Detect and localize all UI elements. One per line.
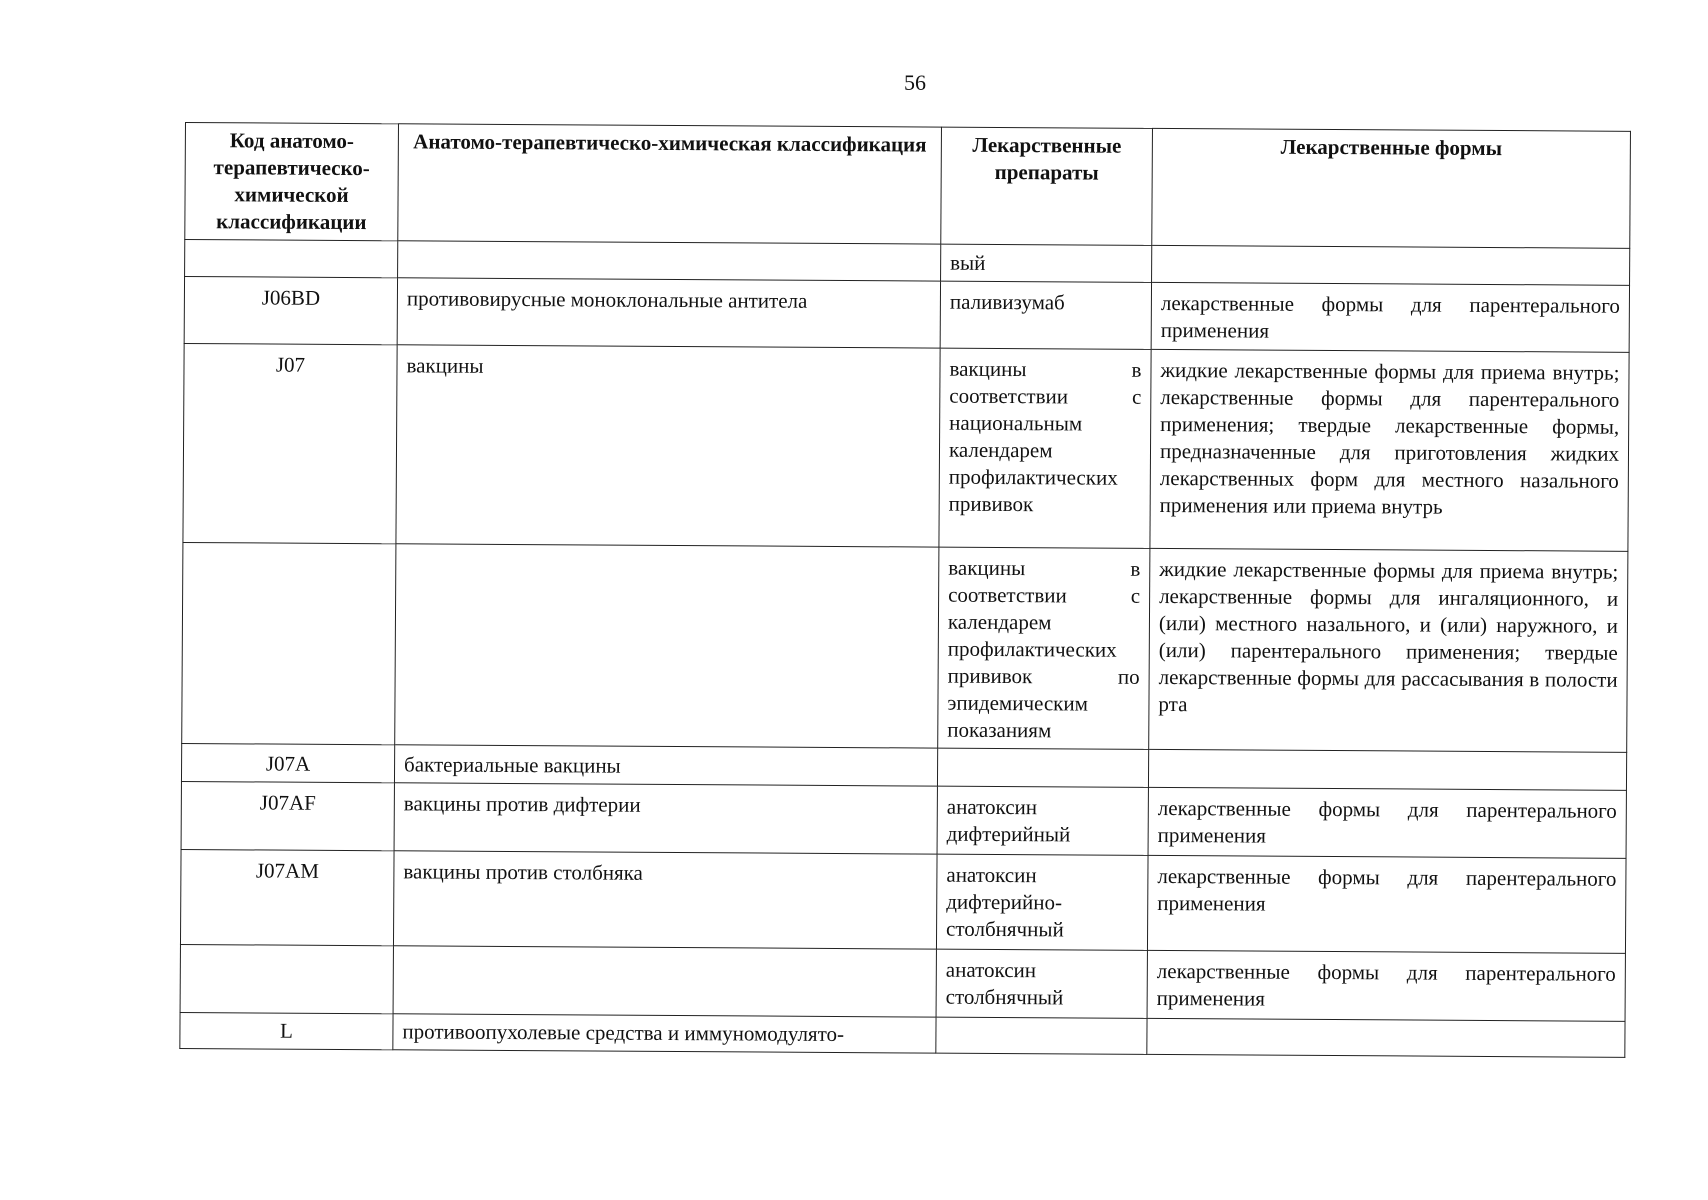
cell-drug: анатоксин дифтерийный [937,786,1148,855]
cell-classification: вакцины против дифтерии [394,783,937,854]
cell-forms [1147,1018,1625,1057]
cell-code [182,542,396,744]
cell-drug: вакцины в соответствии с календарем профилактических прививок по эпидемическим показаниям [938,547,1150,749]
cell-forms: лекарственные формы для парентерального применения [1148,787,1626,858]
cell-drug: паливизумаб [940,281,1151,349]
table-row [180,849,1626,953]
cell-drug: анатоксин столбнячный [936,949,1147,1018]
cell-classification: противовирусные моноклональные антитела [397,278,940,348]
cell-code: J07AM [180,849,394,945]
header-atc-code: Код анатомо-терапевтическо-химической классификации [185,123,399,241]
cell-forms [1152,245,1630,285]
cell-code: J06BD [184,277,397,345]
table-row [180,1012,1625,1057]
cell-drug: вакцины в соответствии с национальным календарем профилактических прививок [939,348,1151,548]
cell-classification: вакцины против столбняка [393,851,937,949]
cell-code: J07 [183,343,397,543]
cell-code: L [180,1012,393,1049]
cell-drug: анатоксин дифтерийно-столбнячный [936,854,1148,950]
cell-forms: лекарственные формы для парентерального применения [1147,950,1625,1021]
header-atc-classification: Анатомо-терапевтическо-химическая классификация [398,124,942,244]
table-header-row [185,123,1631,249]
cell-classification: бактериальные вакцины [394,745,937,786]
cell-classification [393,946,936,1017]
cell-code: J07A [181,743,394,782]
cell-classification: противоопухолевые средства и иммуномодулято- [393,1014,936,1053]
cell-drug [936,1017,1147,1054]
cell-drug [937,748,1148,787]
cell-classification: вакцины [396,345,940,547]
cell-code [180,944,393,1013]
cell-forms [1148,749,1626,790]
cell-forms: лекарственные формы для парентерального применения [1147,855,1626,953]
table-row [184,277,1629,353]
table-row [180,944,1625,1021]
table-row [182,542,1628,752]
cell-classification [398,241,941,281]
table-row [181,781,1626,858]
cell-classification [395,544,939,748]
cell-forms: жидкие лекарственные формы для приема внутрь; лекарственные формы для парентерального применения; твердые лекарственные формы, предназначенные для приготовления жидких лекарственных форм для местного назального применения или приема внутрь [1150,349,1629,551]
table-row [183,343,1629,551]
cell-forms: лекарственные формы для парентерального применения [1151,282,1629,352]
atc-drug-table [179,122,1631,1058]
header-drugs: Лекарственные препараты [941,127,1153,245]
header-dosage-forms: Лекарственные формы [1152,128,1631,248]
cell-code: J07AF [181,781,394,850]
page-number: 56 [904,70,926,95]
cell-drug: вый [941,244,1152,282]
cell-code [185,240,398,278]
cell-forms: жидкие лекарственные формы для приема внутрь; лекарственные формы для ингаляционного, и (или) местного назального, и (или) наружного, и (или) парентерального применения; твердые лекарственные формы для рассасывания в полости рта [1149,548,1628,752]
